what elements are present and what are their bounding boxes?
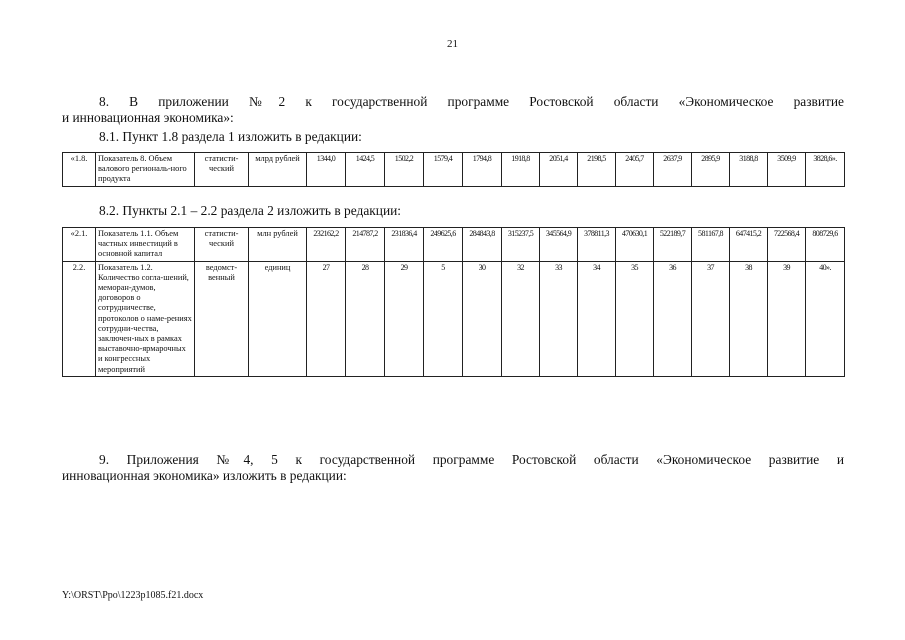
value-cell: 1502,2: [385, 153, 424, 187]
table-row: [63, 228, 845, 262]
value-cell: 231836,4: [385, 228, 424, 262]
value-cell: 1794,8: [463, 153, 502, 187]
unit-cell: млн рублей: [249, 228, 307, 262]
value-cell: 1344,0: [307, 153, 346, 187]
indicator-type-cell: ведомст-венный: [195, 261, 249, 376]
value-cell: 2637,9: [654, 153, 692, 187]
table-row: [63, 153, 845, 187]
value-cell: 345564,9: [540, 228, 578, 262]
paragraph-8-1: 8.1. Пункт 1.8 раздела 1 изложить в редакции:: [99, 129, 362, 144]
value-cell: 32: [502, 261, 540, 376]
value-cell: 2895,9: [692, 153, 730, 187]
table-row: [63, 261, 845, 376]
paragraph-9-line-2: инновационная экономика» изложить в редакции:: [62, 468, 347, 483]
value-cell: 284843,8: [463, 228, 502, 262]
row-number-cell: «2.1.: [63, 228, 96, 262]
page-number: 21: [447, 38, 458, 50]
value-cell: 2405,7: [616, 153, 654, 187]
value-cell: 232162,2: [307, 228, 346, 262]
value-cell: 34: [578, 261, 616, 376]
indicator-type-cell: статисти-ческий: [195, 153, 249, 187]
value-cell: 522189,7: [654, 228, 692, 262]
value-cell: 647415,2: [730, 228, 768, 262]
value-cell: 5: [424, 261, 463, 376]
value-cell: 470630,1: [616, 228, 654, 262]
value-cell: 2051,4: [540, 153, 578, 187]
paragraph-8-line-1: 8. В приложении №2 к государственной программе Ростовской области «Экономическое развитие: [99, 94, 844, 109]
paragraph-9-line-1: 9. Приложения №4, 5 к государственной программе Ростовской области «Экономическое развитие и: [99, 452, 844, 467]
indicator-name-cell: Показатель 8. Объем валового региональ-ного продукта: [96, 153, 195, 187]
file-path-footer: Y:\ORST\Ppo\1223p1085.f21.docx: [62, 590, 204, 601]
value-cell: 1424,5: [346, 153, 385, 187]
value-cell: 378811,3: [578, 228, 616, 262]
unit-cell: млрд рублей: [249, 153, 307, 187]
paragraph-8-line-2: и инновационная экономика»:: [62, 110, 234, 125]
value-cell: 722568,4: [768, 228, 806, 262]
value-cell: 249625,6: [424, 228, 463, 262]
paragraph-8-2: 8.2. Пункты 2.1 – 2.2 раздела 2 изложить в редакции:: [99, 203, 402, 218]
value-cell: 27: [307, 261, 346, 376]
value-cell: 3828,6».: [806, 153, 845, 187]
table-section-1: [62, 152, 845, 187]
value-cell: 36: [654, 261, 692, 376]
value-cell: 3509,9: [768, 153, 806, 187]
row-number-cell: «1.8.: [63, 153, 96, 187]
value-cell: 33: [540, 261, 578, 376]
value-cell: 35: [616, 261, 654, 376]
value-cell: 1918,8: [502, 153, 540, 187]
value-cell: 38: [730, 261, 768, 376]
value-cell: 28: [346, 261, 385, 376]
indicator-type-cell: статисти-ческий: [195, 228, 249, 262]
value-cell: 40».: [806, 261, 845, 376]
indicator-name-cell: Показатель 1.2. Количество согла-шений, меморан-думов, договоров о сотрудничестве, протоколов о наме-рениях сотрудни-чества, заключен-ных в рамках выставочно-ярмарочных и конгрессных мероприятий: [96, 261, 195, 376]
value-cell: 1579,4: [424, 153, 463, 187]
value-cell: 2198,5: [578, 153, 616, 187]
value-cell: 808729,6: [806, 228, 845, 262]
value-cell: 29: [385, 261, 424, 376]
row-number-cell: 2.2.: [63, 261, 96, 376]
indicator-name-cell: Показатель 1.1. Объем частных инвестиций в основной капитал: [96, 228, 195, 262]
value-cell: 39: [768, 261, 806, 376]
table-section-2: [62, 227, 845, 377]
value-cell: 214787,2: [346, 228, 385, 262]
value-cell: 37: [692, 261, 730, 376]
value-cell: 3188,8: [730, 153, 768, 187]
unit-cell: единиц: [249, 261, 307, 376]
value-cell: 315237,5: [502, 228, 540, 262]
value-cell: 581167,8: [692, 228, 730, 262]
value-cell: 30: [463, 261, 502, 376]
